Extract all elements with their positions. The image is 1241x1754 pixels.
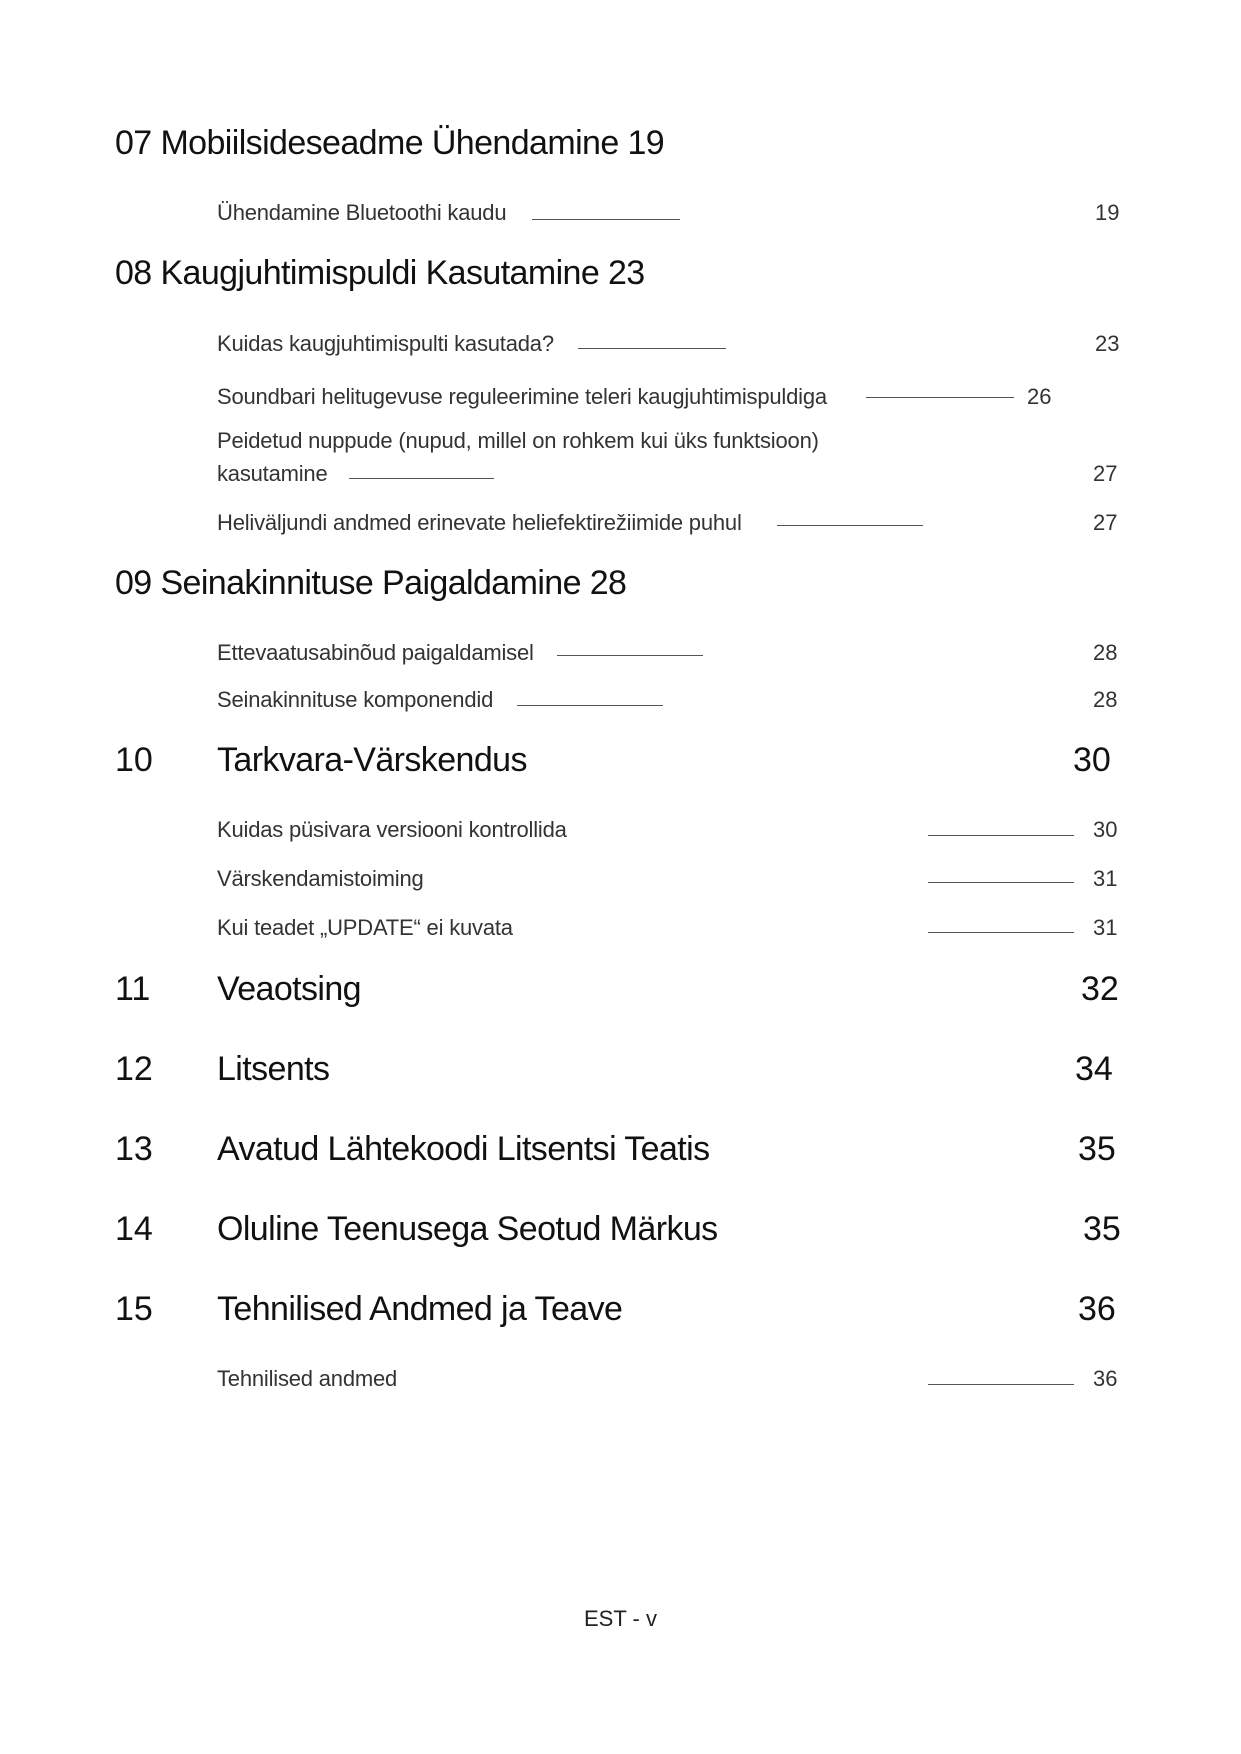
toc-entry-label[interactable]: Värskendamistoiming (217, 866, 424, 891)
section-heading-10[interactable]: Tarkvara-Värskendus (217, 741, 527, 779)
toc-entry-label[interactable]: Kuidas püsivara versiooni kontrollida (217, 817, 567, 842)
toc-entry-page: 23 (1095, 331, 1120, 356)
leader-line (928, 932, 1074, 933)
section-number-12: 12 (115, 1050, 153, 1088)
toc-entry-page: 36 (1093, 1366, 1118, 1391)
leader-line (517, 705, 663, 706)
toc-entry-page: 28 (1093, 687, 1118, 712)
toc-entry-label[interactable]: Heliväljundi andmed erinevate heliefektirežiimide puhul (217, 510, 742, 535)
toc-entry-page: 27 (1093, 510, 1118, 535)
leader-line (928, 1384, 1074, 1385)
toc-entry-page: 30 (1093, 817, 1118, 842)
toc-entry-label[interactable]: Kuidas kaugjuhtimispulti kasutada? (217, 331, 554, 356)
section-number-10: 10 (115, 741, 153, 779)
leader-line (532, 219, 680, 220)
section-heading-14[interactable]: Oluline Teenusega Seotud Märkus (217, 1210, 718, 1248)
section-number-11: 11 (115, 970, 151, 1008)
toc-entry-label[interactable]: Seinakinnituse komponendid (217, 687, 494, 712)
toc-entry-label[interactable]: Tehnilised andmed (217, 1366, 398, 1391)
toc-entry-label[interactable]: Soundbari helitugevuse reguleerimine teleri kaugjuhtimispuldiga (217, 384, 827, 409)
section-number-15: 15 (115, 1290, 153, 1328)
leader-line (557, 655, 703, 656)
leader-line (349, 478, 494, 479)
section-heading-15[interactable]: Tehnilised Andmed ja Teave (217, 1290, 623, 1328)
section-heading-09[interactable]: 09 Seinakinnituse Paigaldamine 28 (115, 564, 627, 602)
section-page-13: 35 (1078, 1130, 1116, 1168)
section-number-13: 13 (115, 1130, 153, 1168)
toc-entry-page: 28 (1093, 640, 1118, 665)
section-page-15: 36 (1078, 1290, 1116, 1328)
toc-entry-label[interactable]: Peidetud nuppude (nupud, millel on rohkem kui üks funktsioon) (217, 428, 819, 453)
leader-line (928, 835, 1074, 836)
section-page-12: 34 (1075, 1050, 1113, 1088)
leader-line (578, 348, 726, 349)
page-footer: EST - v (584, 1606, 657, 1631)
section-heading-08[interactable]: 08 Kaugjuhtimispuldi Kasutamine 23 (115, 254, 645, 292)
toc-entry-label[interactable]: Ühendamine Bluetoothi kaudu (217, 200, 507, 225)
leader-line (866, 397, 1014, 398)
leader-line (928, 882, 1074, 883)
toc-entry-label[interactable]: Ettevaatusabinõud paigaldamisel (217, 640, 534, 665)
leader-line (777, 525, 923, 526)
section-heading-11[interactable]: Veaotsing (217, 970, 361, 1008)
toc-entry-page: 19 (1095, 200, 1120, 225)
section-page-14: 35 (1083, 1210, 1121, 1248)
toc-entry-page: 26 (1027, 384, 1052, 409)
section-page-10: 30 (1073, 741, 1111, 779)
toc-entry-label[interactable]: Kui teadet „UPDATE“ ei kuvata (217, 915, 513, 940)
section-heading-07[interactable]: 07 Mobiilsideseadme Ühendamine 19 (115, 124, 665, 162)
section-number-14: 14 (115, 1210, 153, 1248)
section-heading-13[interactable]: Avatud Lähtekoodi Litsentsi Teatis (217, 1130, 710, 1168)
toc-entry-page: 27 (1093, 461, 1118, 486)
toc-entry-page: 31 (1093, 915, 1118, 940)
toc-entry-label-continued[interactable]: kasutamine (217, 461, 328, 486)
section-heading-12[interactable]: Litsents (217, 1050, 330, 1088)
section-page-11: 32 (1081, 970, 1119, 1008)
toc-entry-page: 31 (1093, 866, 1118, 891)
